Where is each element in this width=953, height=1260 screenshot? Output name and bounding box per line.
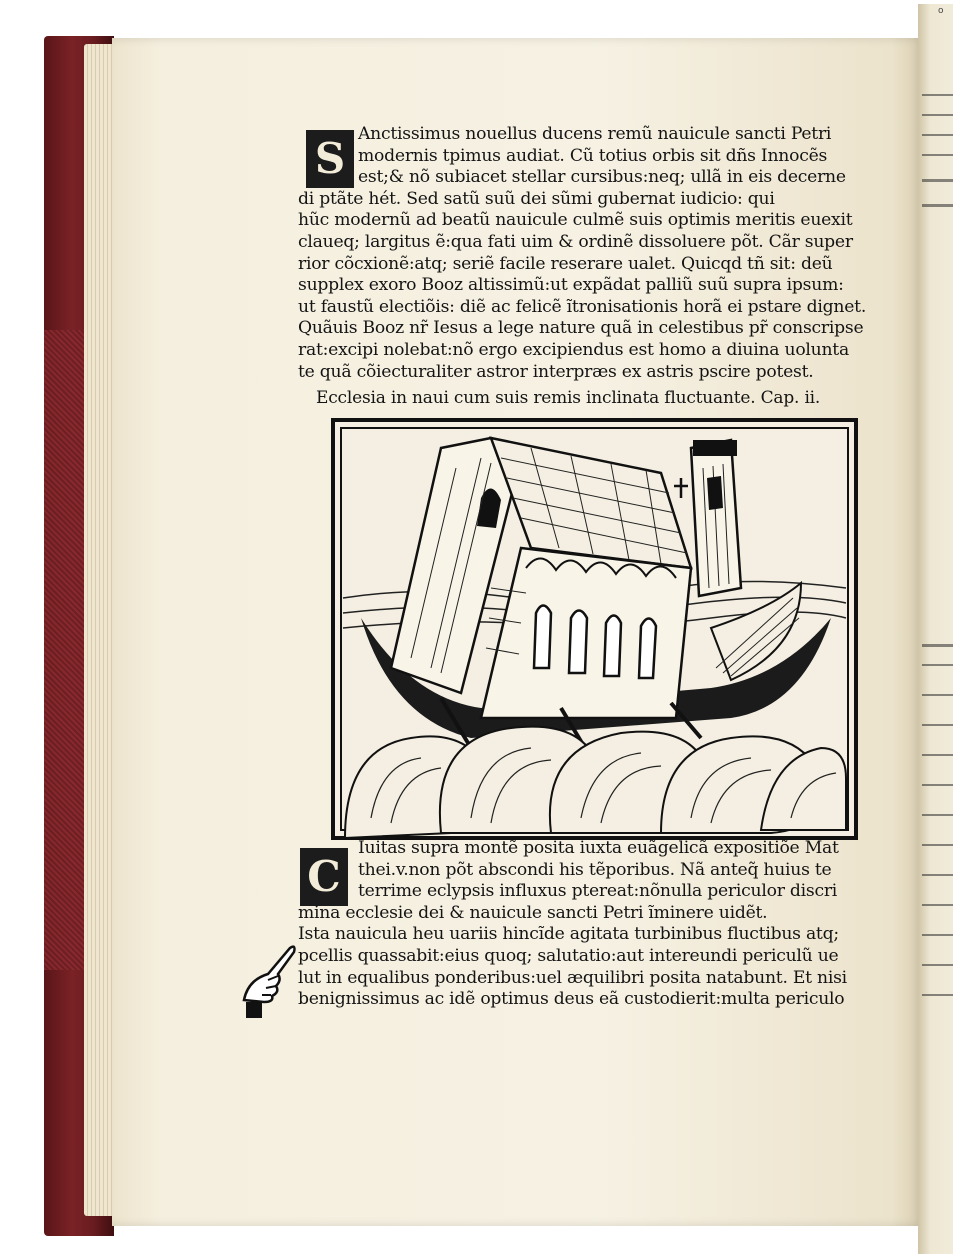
manicule-icon — [238, 940, 298, 1020]
text-line: ut faustũ electiõis: diẽ ac felicẽ ĩtronisationis horã ei pstare dignet. — [298, 296, 867, 317]
text-line: modernis tpimus audiat. Cũ totius orbis sit dñs Innocẽs — [358, 145, 828, 166]
facing-page-mark: o — [938, 6, 944, 16]
text-line: Iuitas supra montẽ posita iuxta euãgelicã expositiõe Mat — [358, 838, 839, 858]
text-line: supplex exoro Booz altissimũ:ut expãdat palliũ suũ supra ipsum: — [298, 275, 844, 296]
text-line: est;& nõ subiacet stellar cursibus:neq; ullã in eis decerne — [358, 167, 846, 188]
text-line: Anctissimus nouellus ducens remũ nauicule sancti Petri — [358, 124, 832, 144]
text-line: Ista nauicula heu uariis hincĩde agitata turbinibus fluctibus atq; — [298, 924, 839, 945]
text-line: lut in equalibus ponderibus:uel æquilibri posita natabunt. Et nisi — [298, 967, 847, 988]
text-line: terrime eclypsis influxus ptereat:nõnulla periculor discri — [358, 881, 838, 902]
decorated-initial-s: S — [306, 130, 354, 188]
text-line: rat:excipi nolebat:nõ ergo excipiendus est homo a diuina uolunta — [298, 339, 849, 360]
text-line: hũc modernũ ad beatũ nauicule culmẽ suis optimis meritis euexit — [298, 210, 853, 231]
text-line: Quãuis Booz nr̃ Iesus a lege nature quã in celestibus pr̃ conscripse — [298, 318, 864, 339]
paragraph-2 — [298, 838, 873, 1011]
facing-page — [918, 4, 953, 1254]
woodcut-illustration — [331, 418, 858, 840]
text-line: benignissimus ac idẽ optimus deus eã custodierit:multa periculo — [298, 989, 845, 1010]
text-line: te quã cõiecturaliter astror interpræs ex astris pscire potest. — [298, 361, 814, 382]
text-line: mina ecclesie dei & nauicule sancti Petri ĩminere uidẽt. — [298, 902, 768, 923]
text-line: pcellis quassabit:eius quoq; salutatio:aut intereundi periculũ ue — [298, 945, 839, 966]
decorated-initial-c: C — [300, 848, 348, 906]
text-line: claueq; largitus ẽ:qua fati uim & ordinẽ dissoluere põt. Cãr super — [298, 231, 853, 252]
chapter-caption: Ecclesia in naui cum suis remis inclinata fluctuante. Cap. ii. — [316, 388, 821, 408]
paragraph-1 — [298, 124, 873, 383]
text-line: thei.v.non põt abscondi his tẽporibus. Nã anteq̃ huius te — [358, 859, 832, 880]
text-line: di ptãte hét. Sed satũ suũ dei sũmi gubernat iudicio: qui — [298, 188, 775, 209]
text-line: rior cõcxionẽ:atq; seriẽ facile reserare ualet. Quicqd tñ sit: deũ — [298, 253, 833, 274]
